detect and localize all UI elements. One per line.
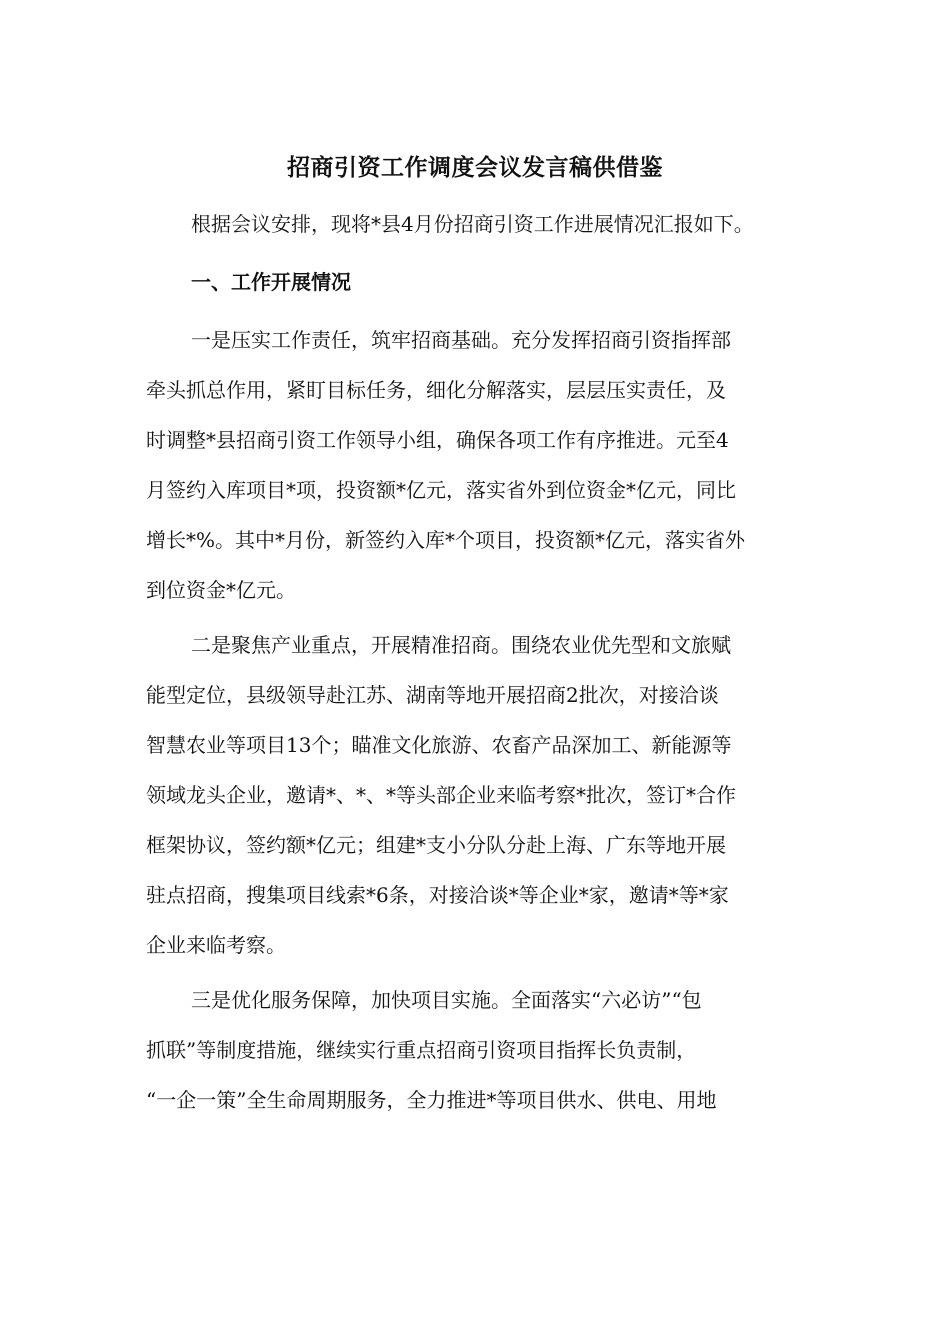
paragraph-line: 领域龙头企业，邀请*、*、*等头部企业来临考察*批次，签订*合作 <box>146 783 736 807</box>
paragraph-line: 能型定位，县级领导赴江苏、湖南等地开展招商2批次，对接洽谈 <box>146 683 719 707</box>
paragraph-line: 牵头抓总作用，紧盯目标任务，细化分解落实，层层压实责任，及 <box>146 378 726 402</box>
paragraph-line: 增长*%。其中*月份，新签约入库*个项目，投资额*亿元，落实省外 <box>146 528 746 552</box>
paragraph-line: 时调整*县招商引资工作领导小组，确保各项工作有序推进。元至4 <box>146 428 729 452</box>
paragraph-line: 到位资金*亿元。 <box>146 578 296 602</box>
paragraph-line: 智慧农业等项目13个；瞄准文化旅游、农畜产品深加工、新能源等 <box>146 733 732 757</box>
paragraph-line: 框架协议，签约额*亿元；组建*支小分队分赴上海、广东等地开展 <box>146 833 726 857</box>
paragraph-line: “一企一策”全生命周期服务，全力推进*等项目供水、供电、用地 <box>146 1088 717 1112</box>
section-heading: 一、工作开展情况 <box>191 270 351 294</box>
paragraph-line: 一是压实工作责任，筑牢招商基础。充分发挥招商引资指挥部 <box>191 328 731 352</box>
paragraph-line: 企业来临考察。 <box>146 933 286 957</box>
paragraph-line: 三是优化服务保障，加快项目实施。全面落实“六必访”“包 <box>191 988 702 1012</box>
intro-paragraph: 根据会议安排，现将*县4月份招商引资工作进展情况汇报如下。 <box>191 212 754 236</box>
paragraph-line: 月签约入库项目*项，投资额*亿元，落实省外到位资金*亿元，同比 <box>146 478 736 502</box>
paragraph-line: 驻点招商，搜集项目线索*6条，对接洽谈*等企业*家，邀请*等*家 <box>146 883 729 907</box>
paragraph-line: 抓联”等制度措施，继续实行重点招商引资项目指挥长负责制， <box>146 1038 697 1062</box>
document-title: 招商引资工作调度会议发言稿供借鉴 <box>287 154 663 181</box>
paragraph-line: 二是聚焦产业重点，开展精准招商。围绕农业优先型和文旅赋 <box>191 633 731 657</box>
